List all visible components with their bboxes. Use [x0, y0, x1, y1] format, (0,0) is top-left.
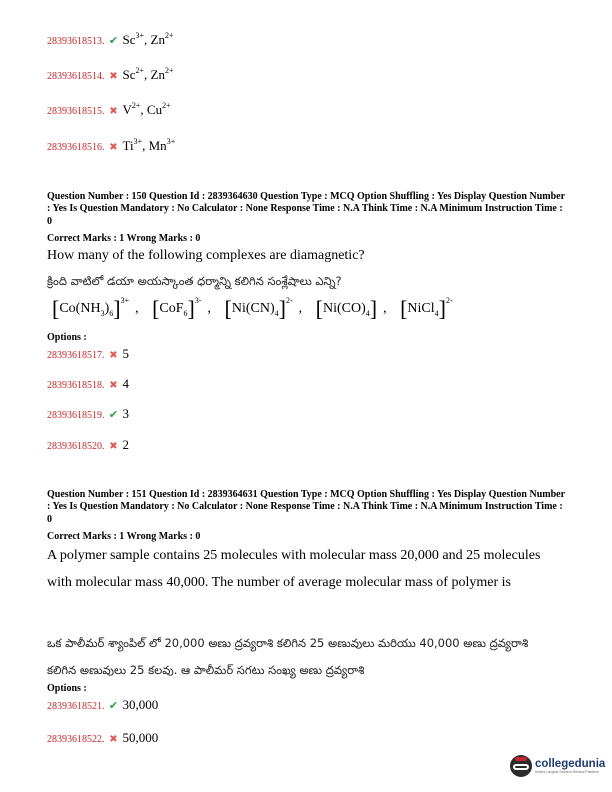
brand-tagline: India's Largest Student Review Platform [535, 769, 599, 774]
question-150-marks: Correct Marks : 1 Wrong Marks : 0 [47, 233, 201, 244]
close-bracket: ] [113, 296, 121, 321]
option-text: $V^{2+}$, $Cu^{2+}$ [122, 101, 171, 117]
wrong-cross-icon: ✖ [109, 106, 118, 117]
complex-body: Ni(CN) [231, 301, 275, 316]
correct-check-icon: ✔ [108, 409, 119, 421]
complex-subscript: 4 [365, 309, 370, 318]
option-text: 5 [122, 346, 129, 361]
question-150-header: Question Number : 150 Question Id : 2839364630 Question Type : MCQ Option Shuffling : Yes Display Question Number : Yes Is Question Mandatory : No Calculator : None Response Time : N.A Think Time : N.A Minimum Instruction Time : 0 [47, 191, 565, 227]
option-id: 28393618513. [47, 36, 105, 47]
option-row[interactable] [47, 102, 171, 118]
ion-charge: 2+ [131, 101, 141, 110]
ion-symbol: V [122, 102, 132, 117]
question-150-text-te: క్రింది వాటిలో డయా అయస్కాంత ధర్మాన్ని కలిగిన సంశ్లేషాలు ఎన్ని? [47, 274, 342, 288]
brand-name: collegedunia [535, 757, 606, 770]
ion-symbol: Sc [122, 32, 136, 47]
question-151-text-te: ఒక పాలీమర్ శ్యాంపిల్ లో 20,000 అణు ద్రవ్యరాశి కలిగిన 25 అణువులు మరియు 40,000 అణు ద్రవ్యరాశి కలిగిన అణువులు 25 కలవు. ఆ పాలీమర్ సగటు సంఖ్య అణు ద్రవ్యరాశి [47, 636, 529, 677]
option-text: 3 [122, 406, 129, 421]
complex-subscript: 4 [274, 309, 279, 318]
option-id: 28393618515. [47, 106, 105, 117]
complexes-formula: $[Co(NH_3)_6]^{3+}$, $[CoF_6]^{3-}$, $[Ni(CN)_4]^{2-}$, $[Ni(CO)_4]$ , [NiCl$_4$]$^{2-}$ [52, 296, 453, 321]
option-text: 50,000 [122, 730, 159, 745]
close-bracket: ] [369, 296, 378, 321]
ion-charge: 2+ [164, 66, 174, 75]
ion-symbol: Zn [150, 32, 165, 47]
option-text: $Sc^{3+}$, $Zn^{2+}$ [122, 31, 174, 47]
complex-charge: 2- [445, 296, 453, 305]
complex-c5 [400, 296, 453, 322]
close-bracket: ] [187, 296, 195, 321]
complex-body: NiCl [407, 301, 435, 316]
ion-symbol: Sc [122, 67, 136, 82]
option-row[interactable] [47, 346, 129, 362]
open-bracket: [ [152, 296, 160, 321]
complex-body: Ni(CO) [322, 301, 366, 316]
question-151-marks: Correct Marks : 1 Wrong Marks : 0 [47, 531, 201, 542]
option-row[interactable] [47, 406, 129, 422]
correct-check-icon: ✔ [108, 700, 119, 712]
option-id: 28393618517. [47, 350, 105, 361]
complex-body: CoF [159, 301, 184, 316]
ion-symbol: Cu [146, 102, 163, 117]
option-row[interactable] [47, 138, 175, 154]
close-bracket: ] [278, 296, 286, 321]
option-id: 28393618516. [47, 142, 105, 153]
complex-c4 [316, 296, 377, 322]
option-row[interactable] [47, 697, 158, 713]
option-id: 28393618520. [47, 441, 105, 452]
ion-charge: 2+ [164, 31, 174, 40]
complex-charge: 3+ [120, 296, 130, 305]
complex-charge: 3- [194, 296, 202, 305]
complex-charge: 2- [285, 296, 293, 305]
wrong-cross-icon: ✖ [109, 142, 118, 153]
complex-c3 [225, 296, 293, 322]
option-text: 30,000 [122, 697, 159, 712]
wrong-cross-icon: ✖ [109, 380, 118, 391]
wrong-cross-icon: ✖ [109, 441, 118, 452]
option-row[interactable] [47, 67, 173, 83]
complex-body: Co(NH [59, 301, 101, 316]
complex-subscript: 4 [434, 309, 439, 318]
question-151-options-label: Options : [47, 683, 87, 694]
wrong-cross-icon: ✖ [109, 350, 118, 361]
complex-c1 [52, 296, 129, 322]
option-id: 28393618519. [47, 410, 105, 421]
option-id: 28393618518. [47, 380, 105, 391]
graduate-face-logo-icon [510, 755, 532, 777]
question-151-text-en: A polymer sample contains 25 molecules with molecular mass 20,000 and 25 molecules with molecular mass 40,000. The number of average molecular mass of polymer is [47, 548, 541, 590]
option-row[interactable] [47, 437, 129, 453]
correct-check-icon: ✔ [108, 35, 119, 47]
open-bracket: [ [224, 296, 232, 321]
option-id: 28393618514. [47, 71, 105, 82]
open-bracket: [ [315, 296, 323, 321]
option-text: $Sc^{2+}$, $Zn^{2+}$ [122, 66, 174, 82]
option-id: 28393618521. [47, 701, 105, 712]
ion-symbol: Ti [122, 138, 134, 153]
complex-subscript-2: 6 [109, 309, 114, 318]
wrong-cross-icon: ✖ [109, 71, 118, 82]
complex-subscript: 6 [183, 309, 188, 318]
complex-subscript: 3 [100, 309, 105, 318]
ion-charge: 2+ [135, 66, 145, 75]
wrong-cross-icon: ✖ [109, 734, 118, 745]
ion-symbol: Zn [150, 67, 165, 82]
complex-close-paren: ) [104, 301, 110, 316]
question-150-options-label: Options : [47, 332, 87, 343]
close-bracket: ] [438, 296, 446, 321]
complex-c2 [152, 296, 201, 322]
question-150-text-en: How many of the following complexes are diamagnetic? [47, 248, 365, 263]
option-row[interactable] [47, 730, 158, 746]
ion-charge: 3+ [166, 137, 176, 146]
collegedunia-logo[interactable] [510, 755, 605, 777]
ion-charge: 3+ [135, 31, 145, 40]
question-151-header: Question Number : 151 Question Id : 2839364631 Question Type : MCQ Option Shuffling : Yes Display Question Number : Yes Is Question Mandatory : No Calculator : None Response Time : N.A Think Time : N.A Minimum Instruction Time : 0 [47, 489, 565, 525]
ion-symbol: Mn [148, 138, 167, 153]
option-row[interactable] [47, 376, 129, 392]
ion-charge: 2+ [162, 101, 171, 110]
option-text: 4 [122, 376, 129, 391]
open-bracket: [ [52, 296, 60, 321]
option-row[interactable] [47, 32, 173, 48]
option-id: 28393618522. [47, 734, 105, 745]
option-text: $Ti^{3+}$, $Mn^{3+}$ [122, 137, 176, 153]
option-text: 2 [122, 437, 129, 452]
open-bracket: [ [400, 296, 408, 321]
ion-charge: 3+ [133, 137, 143, 146]
